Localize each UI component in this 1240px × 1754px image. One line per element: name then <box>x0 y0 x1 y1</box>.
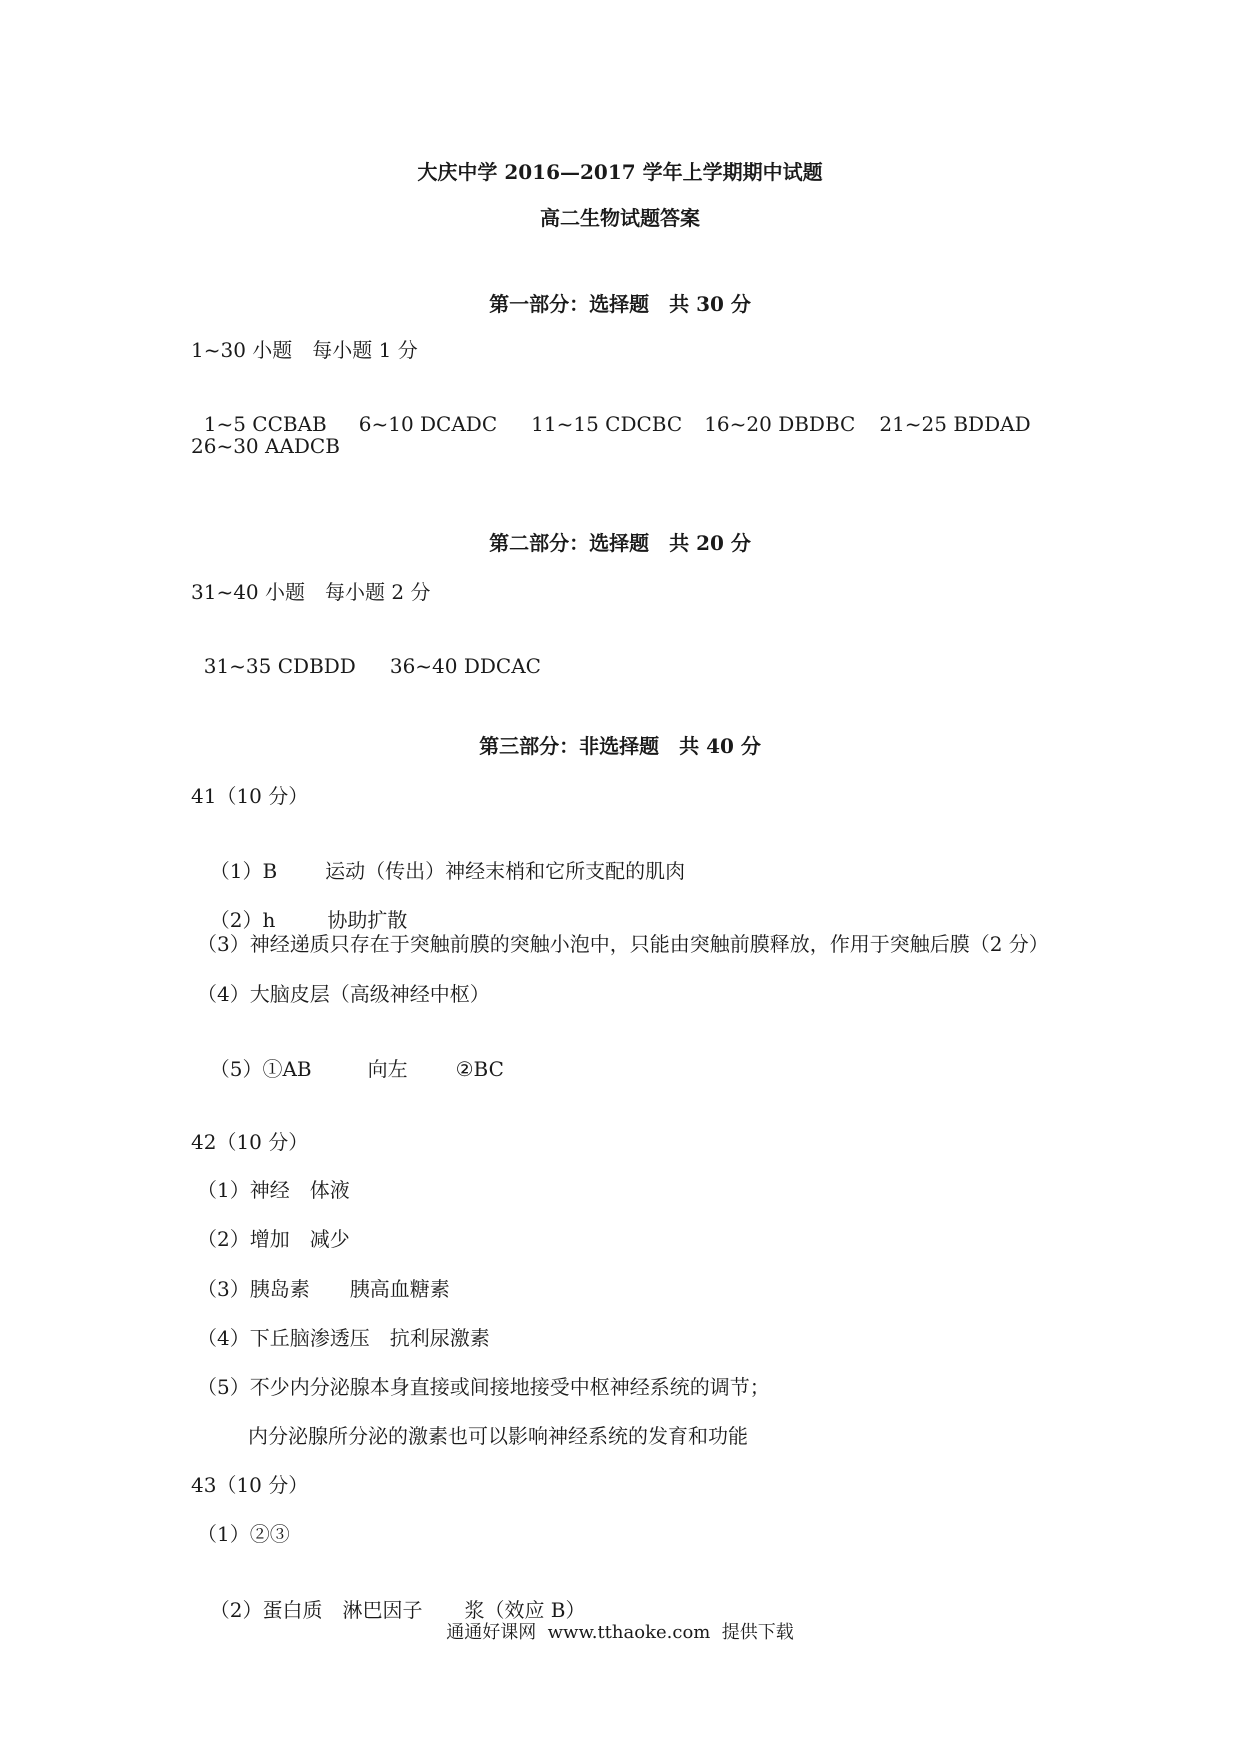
q42-answer-5: （5）不少内分泌腺本身直接或间接地接受中枢神经系统的调节； <box>197 1375 770 1399</box>
answer-group: 21~25 BDDAD <box>879 412 1031 436</box>
q41-answer-1 <box>197 832 685 884</box>
part1-answers-row1 <box>191 385 1031 437</box>
q41-answer-3: （3）神经递质只存在于突触前膜的突触小泡中，只能由突触前膜释放，作用于突触后膜（2 分） <box>197 932 1049 956</box>
answer-part: （2）蛋白质 淋巴因子 <box>209 1598 423 1622</box>
document-subtitle: 高二生物试题答案 <box>540 206 700 230</box>
part1-heading: 第一部分：选择题 共 30 分 <box>489 292 751 316</box>
q42-answer-5-cont: 内分泌腺所分泌的激素也可以影响神经系统的发育和功能 <box>248 1424 748 1448</box>
answer-group: 31~35 CDBDD <box>203 654 356 678</box>
answer-group: 16~20 DBDBC <box>704 412 856 436</box>
part1-note: 1~30 小题 每小题 1 分 <box>191 338 418 362</box>
document-title: 大庆中学 2016—2017 学年上学期期中试题 <box>417 160 823 184</box>
answer-part: 向左 <box>367 1057 408 1081</box>
answer-part: 运动（传出）神经末梢和它所支配的肌肉 <box>325 859 686 883</box>
part2-answers <box>191 627 541 679</box>
answer-group: 1~5 CCBAB <box>203 412 327 436</box>
q42-answer-4: （4）下丘脑渗透压 抗利尿激素 <box>197 1326 490 1350</box>
answer-part: （2）h <box>209 908 276 932</box>
answer-part: ②BC <box>455 1057 504 1081</box>
answer-group: 11~15 CDCBC <box>531 412 683 436</box>
answer-part: （1）B <box>209 859 278 883</box>
answer-group: 6~10 DCADC <box>358 412 498 436</box>
answer-group: 36~40 DDCAC <box>389 654 541 678</box>
q43-answer-2 <box>197 1571 586 1623</box>
answer-part: 浆（效应 B） <box>464 1598 586 1622</box>
part2-heading: 第二部分：选择题 共 20 分 <box>489 531 751 555</box>
q41-answer-4: （4）大脑皮层（高级神经中枢） <box>197 982 490 1006</box>
q41-title: 41（10 分） <box>191 784 309 808</box>
part1-answers-row2: 26~30 AADCB <box>191 434 340 458</box>
answer-part: 协助扩散 <box>327 908 408 932</box>
q42-answer-2: （2）增加 减少 <box>197 1227 350 1251</box>
part3-heading: 第三部分：非选择题 共 40 分 <box>479 734 761 758</box>
q41-answer-2 <box>197 881 407 933</box>
q42-answer-3: （3）胰岛素 胰高血糖素 <box>197 1277 450 1301</box>
footer-watermark: 通通好课网 www.tthaoke.com 提供下载 <box>446 1622 794 1643</box>
part2-note: 31~40 小题 每小题 2 分 <box>191 580 431 604</box>
q42-answer-1: （1）神经 体液 <box>197 1178 350 1202</box>
q42-title: 42（10 分） <box>191 1130 309 1154</box>
answer-part: （5）①AB <box>209 1057 312 1081</box>
q43-title: 43（10 分） <box>191 1473 309 1497</box>
q41-answer-5 <box>197 1030 504 1082</box>
q43-answer-1: （1）②③ <box>197 1522 290 1546</box>
